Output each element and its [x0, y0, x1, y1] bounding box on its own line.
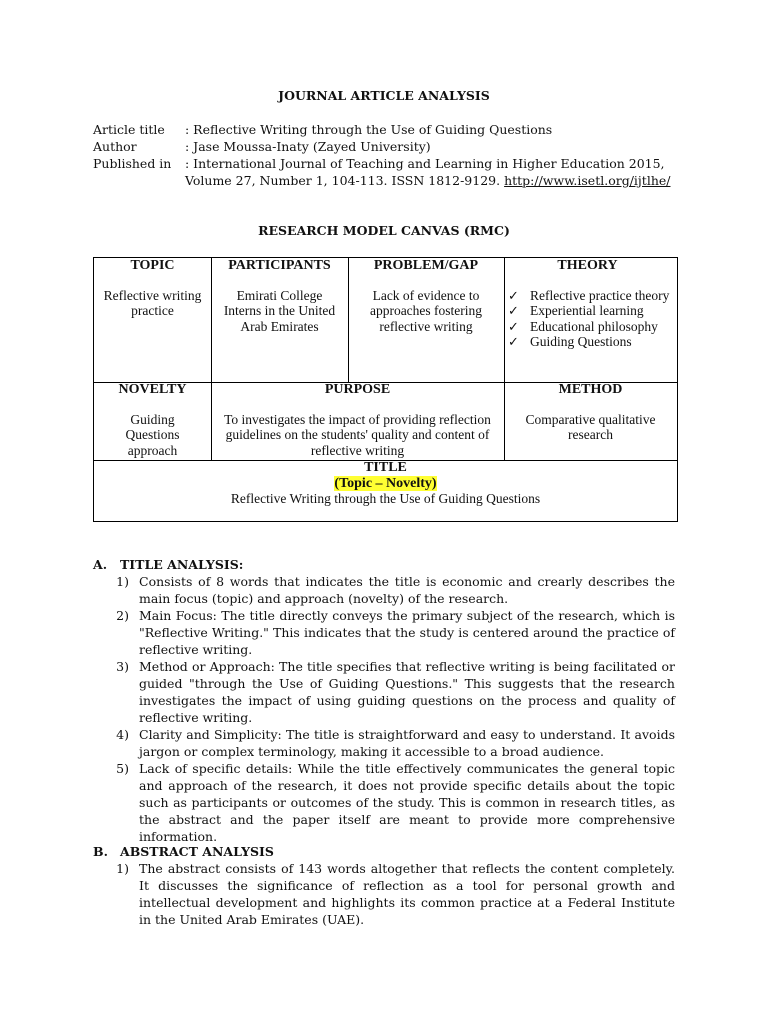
theory-item-text: Guiding Questions [530, 334, 632, 349]
item-text: Method or Approach: The title specifies that reflective writing is being facilitated or guided "through the Use of Guiding Questions." This suggests that the research investigates the impact of using guiding questions on the process and quality of reflective writing. [139, 659, 675, 725]
title-sub-highlight: (Topic – Novelty) [334, 475, 437, 491]
rmc-title: RESEARCH MODEL CANVAS (RMC) [258, 223, 510, 238]
item-text: The abstract consists of 143 words altogether that reflects the content completely. It discusses the significance of reflection as a tool for personal growth and intellectual development and highlights its common practice at a Federal Institute in the United Arab Emirates (UAE). [139, 861, 675, 927]
theory-item [504, 288, 671, 304]
author-label: Author [93, 139, 137, 154]
participants-heading: PARTICIPANTS [228, 258, 331, 273]
published-row [93, 155, 675, 172]
title-analysis-list [93, 573, 675, 845]
item-text: Clarity and Simplicity: The title is straightforward and easy to understand. It avoids jargon or complex terminology, making it accessible to a broad audience. [139, 727, 675, 759]
checkmark-icon: ✓ [508, 318, 519, 334]
item-number: 5) [116, 761, 129, 776]
problem-gap-heading: PROBLEM/GAP [373, 258, 479, 273]
article-title-label: Article title [93, 122, 165, 137]
item-text: Main Focus: The title directly conveys the primary subject of the research, which is "Reflective Writing." This indicates that the study is centered around the practice of reflective writing. [139, 608, 675, 657]
item-text: Lack of specific details: While the title effectively communicates the general topic and approach of the research, it does not provide specific details about the topic such as participants or outcomes of the study. This is common in research titles, as the abstract and the paper itself are meant to provide more comprehensive information. [139, 761, 675, 844]
theory-item [504, 303, 671, 319]
method-cell [504, 382, 677, 460]
article-metadata [93, 121, 675, 189]
purpose-text: To investigates the impact of providing reflection guidelines on the students' quality and content of reflective writing [224, 411, 491, 458]
novelty-heading: NOVELTY [118, 382, 187, 397]
checkmark-icon: ✓ [508, 287, 519, 303]
method-text: Comparative qualitative research [525, 411, 656, 442]
title-subheading [94, 476, 677, 492]
published-label: Published in [93, 156, 172, 171]
problem-gap-cell [348, 258, 504, 382]
item-number: 4) [116, 727, 129, 742]
research-model-canvas-table [93, 257, 678, 522]
journal-link[interactable]: http://www.isetl.org/ijtlhe/ [504, 173, 671, 188]
abstract-analysis-list [93, 860, 675, 928]
checkmark-icon: ✓ [508, 334, 519, 349]
participants-text: Emirati College Interns in the United Arab Emirates [223, 287, 336, 334]
section-letter: B. [93, 844, 108, 859]
theory-heading: THEORY [557, 258, 618, 273]
item-number: 1) [116, 574, 129, 589]
list-item [93, 658, 675, 726]
topic-heading: TOPIC [130, 258, 175, 273]
theory-item [504, 334, 671, 350]
checkmark-icon: ✓ [508, 303, 519, 318]
title-analysis-section [93, 556, 675, 845]
abstract-analysis-heading [93, 843, 675, 860]
list-item [93, 573, 675, 607]
theory-item [504, 319, 671, 335]
topic-text: Reflective writing practice [103, 287, 202, 318]
topic-cell [94, 258, 211, 382]
author-row [93, 138, 675, 155]
published-value: : International Journal of Teaching and Learning in Higher Education 2015, [185, 156, 665, 171]
list-item [93, 860, 675, 928]
problem-gap-text: Lack of evidence to approaches fostering reflective writing [369, 287, 483, 334]
list-item [93, 760, 675, 845]
item-number: 1) [116, 861, 129, 876]
item-number: 2) [116, 608, 129, 623]
title-text: Reflective Writing through the Use of Guiding Questions [230, 491, 541, 506]
theory-item-text: Reflective practice theory [530, 287, 670, 303]
author-value: : Jase Moussa-Inaty (Zayed University) [185, 139, 431, 154]
list-item [93, 607, 675, 658]
theory-item-text: Educational philosophy [530, 318, 658, 334]
section-letter: A. [93, 557, 108, 572]
participants-cell [211, 258, 348, 382]
article-title-row [93, 121, 675, 138]
title-cell [94, 460, 677, 521]
purpose-cell [211, 382, 504, 460]
published-continuation [93, 172, 675, 189]
section-heading-text: ABSTRACT ANALYSIS [120, 844, 274, 859]
item-number: 3) [116, 659, 129, 674]
page-title: JOURNAL ARTICLE ANALYSIS [278, 88, 490, 103]
title-analysis-heading [93, 556, 675, 573]
title-heading: TITLE [364, 460, 407, 475]
theory-list [504, 288, 671, 350]
novelty-cell [94, 382, 211, 460]
section-heading-text: TITLE ANALYSIS: [120, 557, 244, 572]
list-item [93, 726, 675, 760]
theory-cell [504, 258, 677, 382]
abstract-analysis-section [93, 843, 675, 928]
purpose-heading: PURPOSE [324, 382, 391, 397]
novelty-text: Guiding Questions approach [125, 411, 180, 458]
published-cont-text: Volume 27, Number 1, 104-113. ISSN 1812-9129. [185, 173, 501, 188]
article-title-value: : Reflective Writing through the Use of Guiding Questions [185, 122, 553, 137]
method-heading: METHOD [558, 382, 623, 397]
theory-item-text: Experiential learning [530, 303, 644, 318]
item-text: Consists of 8 words that indicates the title is economic and crearly describes the main focus (topic) and approach (novelty) of the research. [139, 574, 675, 606]
